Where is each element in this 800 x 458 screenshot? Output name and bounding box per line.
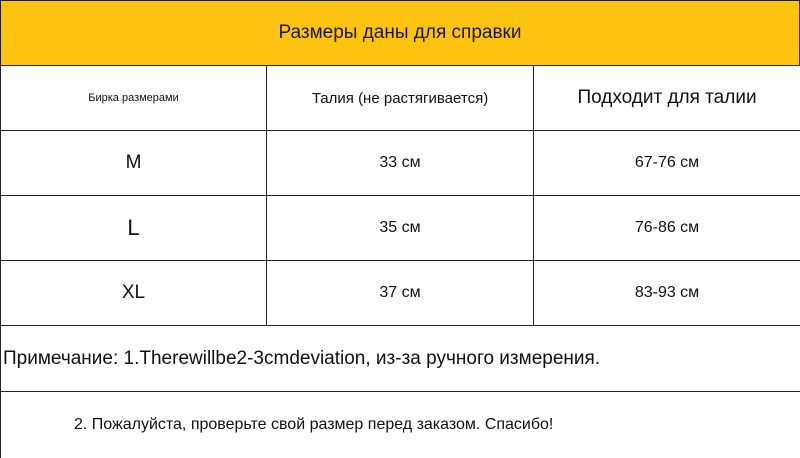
note-measurement-deviation: Примечание: 1.Therewillbe2-3cmdeviation, из-за ручного измерения. [0, 326, 800, 392]
size-cell: XL [1, 261, 267, 326]
chart-title: Размеры даны для справки [0, 0, 800, 66]
waist-cell: 35 см [267, 196, 534, 261]
note-check-size: 2. Пожалуйста, проверьте свой размер перед заказом. Спасибо! [0, 392, 800, 458]
fits-cell: 76-86 см [534, 196, 800, 261]
fits-cell: 83-93 см [534, 261, 800, 326]
size-table [0, 65, 800, 326]
table-header-row [1, 66, 800, 131]
waist-cell: 37 см [267, 261, 534, 326]
table-row [1, 131, 800, 196]
size-cell: L [1, 196, 267, 261]
table-row [1, 196, 800, 261]
header-fits-waist: Подходит для талии [534, 66, 800, 131]
waist-cell: 33 см [267, 131, 534, 196]
table-row [1, 261, 800, 326]
fits-cell: 67-76 см [534, 131, 800, 196]
header-waist: Талия (не растягивается) [267, 66, 534, 131]
size-cell: M [1, 131, 267, 196]
header-size-tag: Бирка размерами [1, 66, 267, 131]
